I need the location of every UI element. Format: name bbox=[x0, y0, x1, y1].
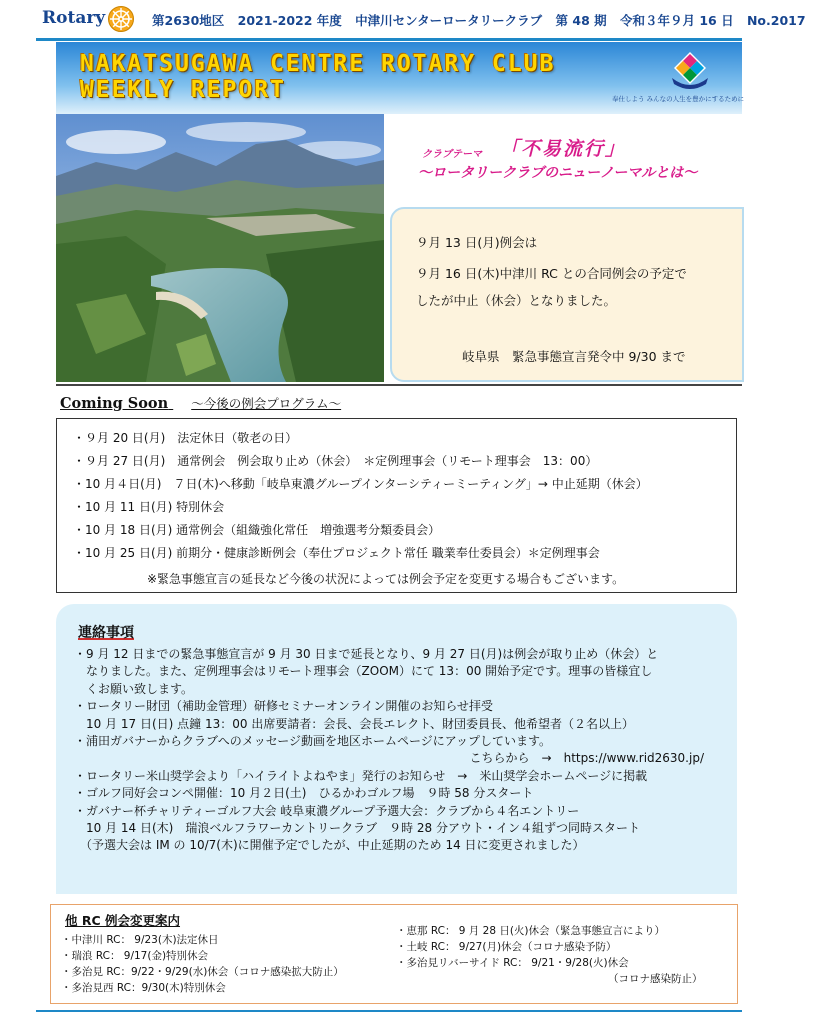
other-clubs-title: 他 RC 例会変更案内 bbox=[65, 913, 181, 928]
footer-rule bbox=[36, 1010, 742, 1012]
title-banner bbox=[56, 42, 745, 114]
announcement-line: なりました。また、定例理事会はリモート理事会（ZOOM）にて 13：00 開始予定です。理事の皆様宜し bbox=[74, 664, 653, 679]
notice-line: ９月 13 日(月)例会は bbox=[416, 235, 538, 250]
schedule-item: ・９月 20 日(月) 法定休日（敬老の日） bbox=[73, 431, 298, 445]
announcement-line: 10 月 17 日(日) 点鐘 13：00 出席要請者：会長、会長エレクト、財団委員長、他希望者（２名以上） bbox=[74, 716, 635, 731]
schedule-note: ※緊急事態宣言の延長など今後の状況によっては例会予定を変更する場合もございます。 bbox=[147, 572, 625, 586]
other-clubs-left-list bbox=[61, 932, 344, 996]
rotary-year: 2021-2022 年度 bbox=[237, 13, 342, 28]
district-number: 第2630地区 bbox=[152, 13, 225, 28]
other-club-item: ・恵那 RC： 9 月 28 日(火)休会（緊急事態宣言により） bbox=[396, 925, 666, 937]
meeting-cancellation-notice bbox=[390, 207, 744, 382]
other-club-item: ・土岐 RC： 9/27(月)休会（コロナ感染予防） bbox=[396, 941, 617, 953]
other-club-item: ・中津川 RC： 9/23(木)法定休日 bbox=[61, 934, 219, 946]
notice-line: したが中止（休会）となりました。 bbox=[416, 293, 617, 308]
announcement-line: ・浦田ガバナーからクラブへのメッセージ動画を地区ホームページにアップしています。 bbox=[74, 734, 552, 749]
issue-number: No.2017 bbox=[746, 13, 806, 28]
landscape-photo bbox=[56, 114, 384, 382]
announcement-line: 10 月 14 日(木) 瑞浪ベルフラワーカントリークラブ ９時 28 分アウト・イン４組ずつ同時スタート bbox=[74, 821, 641, 836]
announcement-line: ・ゴルフ同好会コンペ開催：10 月２日(土) ひるかわゴルフ場 ９時 58 分スタート bbox=[74, 786, 534, 801]
announcement-line: くお願い致します。 bbox=[74, 681, 194, 696]
notice-line: ９月 16 日(木)中津川 RC との合同例会の予定で bbox=[416, 266, 687, 281]
announcement-line: （予選大会は IM の 10/7(木)に開催予定でしたが、中止延期のため 14 日に変更されました） bbox=[74, 838, 585, 853]
coming-soon-subtitle: ～今後の例会プログラム～ bbox=[191, 396, 342, 411]
coming-soon-heading bbox=[60, 394, 341, 412]
other-club-item: ・多治見 RC：9/22・9/29(水)休会（コロナ感染拡大防止） bbox=[61, 966, 344, 978]
coming-soon-title: Coming Soon bbox=[60, 395, 169, 412]
meeting-schedule-box bbox=[56, 418, 737, 593]
section-rule bbox=[56, 384, 742, 386]
schedule-item: ・９月 27 日(月) 通常例会 例会取り止め（休会） ＊定例理事会（リモート理事会 13：00） bbox=[73, 454, 598, 468]
ri-theme-caption: 奉仕しよう みんなの人生を豊かにするために bbox=[612, 95, 745, 103]
other-club-item: ・瑞浪 RC： 9/17(金)特別休会 bbox=[61, 950, 209, 962]
schedule-item: ・10 月 11 日(月) 特別休会 bbox=[73, 500, 225, 514]
announcement-line: ・9 月 12 日までの緊急事態宣言が 9 月 30 日まで延長となり、9 月 27 日(月)は例会が取り止め（休会）と bbox=[74, 647, 659, 661]
header-rule bbox=[36, 38, 742, 41]
rotary-wheel-icon bbox=[107, 5, 135, 33]
schedule-item: ・10 月４日(月) ７日(木)へ移動「岐阜東濃グループインターシティーミーティング」→ 中止延期（休会） bbox=[73, 477, 648, 491]
schedule-item: ・10 月 18 日(月) 通常例会（組織強化常任 増強選考分類委員会） bbox=[73, 523, 441, 537]
other-club-item: ・多治見西 RC：9/30(木)特別休会 bbox=[61, 982, 226, 994]
header-bar bbox=[0, 0, 806, 38]
announcement-line: ・ロータリー財団（補助金管理）研修セミナーオンライン開催のお知らせ拝受 bbox=[74, 699, 494, 714]
club-theme-label: クラブテーマ bbox=[422, 149, 482, 160]
club-theme-subtitle: ～ロータリークラブのニューノーマルとは～ bbox=[418, 165, 698, 181]
serve-to-change-lives-logo bbox=[666, 48, 714, 90]
club-term: 第 48 期 bbox=[555, 13, 607, 28]
announcements-list bbox=[74, 646, 734, 855]
other-clubs-box bbox=[50, 904, 738, 1004]
announcements-title: 連絡事項 bbox=[78, 625, 134, 641]
schedule-item: ・10 月 25 日(月) 前期分・健康診断例会（奉仕プロジェクト常任 職業奉仕委員会）＊定例理事会 bbox=[73, 546, 600, 560]
club-theme-title: 「不易流行」 bbox=[500, 138, 627, 160]
announcement-line: ・ガバナー杯チャリティーゴルフ大会 岐阜東濃グループ予選大会：クラブから４名エントリー bbox=[74, 803, 580, 818]
issue-date: 令和３年９月 16 日 bbox=[619, 13, 734, 28]
announcement-line: ・ロータリー米山奨学会より「ハイライトよねやま」発行のお知らせ → 米山奨学会ホームページに掲載 bbox=[74, 768, 648, 783]
announcements-box bbox=[56, 604, 737, 894]
rotary-wordmark: Rotary bbox=[42, 8, 106, 28]
other-clubs-right-list bbox=[396, 923, 703, 987]
newsletter-title: NAKATSUGAWA CENTRE ROTARY CLUB WEEKLY REPORT bbox=[80, 51, 556, 103]
other-club-item: （コロナ感染防止） bbox=[608, 973, 703, 985]
emergency-declaration-note: 岐阜県 緊急事態宣言発令中 9/30 まで bbox=[462, 349, 686, 364]
other-club-item: ・多治見リバーサイド RC： 9/21・9/28(火)休会 bbox=[396, 957, 629, 969]
club-name: 中津川センターロータリークラブ bbox=[355, 13, 543, 28]
district-homepage-link[interactable]: こちらから → https://www.rid2630.jp/ bbox=[469, 751, 704, 766]
header-info bbox=[152, 11, 815, 29]
